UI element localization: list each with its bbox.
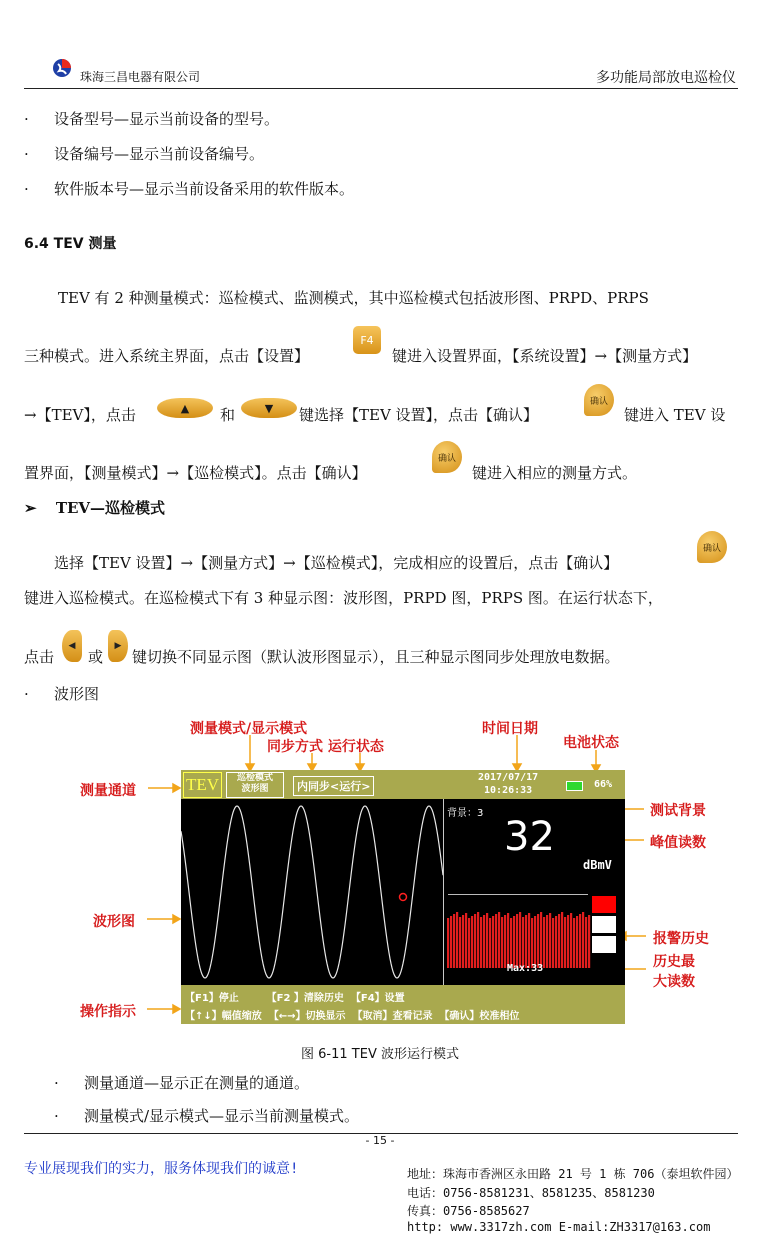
history-bar: [495, 914, 497, 968]
history-bar: [489, 918, 491, 968]
label-mode: 测量模式/显示模式: [190, 721, 308, 737]
confirm-key-icon: 确认: [584, 384, 614, 416]
paragraph-line: 或: [88, 648, 104, 666]
background-reading: 背景：3: [447, 808, 484, 819]
confirm-key-icon: 确认: [697, 531, 727, 563]
alarm-level-mid: [592, 916, 616, 933]
label-peak: 峰值读数: [650, 835, 706, 851]
screen-top-bar: [181, 770, 625, 799]
phase-marker: [400, 894, 407, 901]
history-bar: [549, 913, 551, 968]
list-item: · 测量模式/显示模式—显示当前测量模式。: [54, 1107, 360, 1125]
history-bar: [483, 915, 485, 968]
history-bar: [468, 918, 470, 968]
paragraph-line: 三种模式。进入系统主界面，点击【设置】: [24, 347, 310, 365]
list-item: · 软件版本号—显示当前设备采用的软件版本。: [24, 180, 355, 198]
figure-caption: 图 6-11 TEV 波形运行模式: [301, 1047, 459, 1062]
history-bar: [576, 916, 578, 968]
unit-label: dBmV: [583, 858, 612, 872]
history-bar: [543, 917, 545, 968]
history-bar: [522, 917, 524, 968]
paragraph-line: 键进入设置界面，【系统设置】→【测量方式】: [392, 347, 698, 365]
footer-phone: 电话：0756-8581231、8581235、8581230: [407, 1186, 655, 1200]
paragraph-line: 键进入巡检模式。在巡检模式下有 3 种显示图：波形图，PRPD 图，PRPS 图。在运行状态下，: [24, 589, 663, 607]
paragraph-line: 键切换不同显示图（默认波形图显示），且三种显示图同步处理放电数据。: [132, 648, 620, 666]
label-hist-max-2: 大读数: [653, 974, 695, 990]
mode-indicator: 巡检模式 波形图: [226, 772, 284, 798]
label-channel: 测量通道: [80, 783, 136, 799]
section-title: 6.4 TEV 测量: [24, 236, 117, 252]
history-bar: [570, 913, 572, 968]
history-bar: [462, 915, 464, 968]
history-bar: [477, 912, 479, 968]
history-bar: [573, 918, 575, 968]
doc-title: 多功能局部放电巡检仪: [596, 70, 736, 86]
alarm-level-low: [592, 936, 616, 953]
list-item: · 测量通道—显示正在测量的通道。: [54, 1074, 310, 1092]
ops-row-1: 【F1】停止 【F2 】清除历史 【F4】设置: [185, 993, 405, 1004]
history-bar: [501, 917, 503, 968]
history-bar: [453, 914, 455, 968]
history-bar: [561, 912, 563, 968]
history-bar: [513, 916, 515, 968]
paragraph-line: →【TEV】，点击: [24, 406, 136, 424]
paragraph-line: 置界面，【测量模式】→【巡检模式】。点击【确认】: [24, 464, 367, 482]
panel-divider: [443, 799, 444, 985]
paragraph-line: 和: [220, 406, 236, 424]
history-bar: [459, 917, 461, 968]
alarm-history-bars: [447, 909, 592, 968]
paragraph-line: TEV 有 2 种测量模式：巡检模式、监测模式，其中巡检模式包括波形图、PRPD、PRPS: [58, 289, 649, 307]
footer-fax: 传真：0756-8585627: [407, 1204, 530, 1218]
footer-web: http: www.3317zh.com E-mail:ZH3317@163.com: [407, 1220, 711, 1234]
label-battery: 电池状态: [563, 735, 619, 751]
label-waveform: 波形图: [93, 914, 135, 930]
waveform-plot: [181, 799, 443, 985]
history-bar: [447, 918, 449, 968]
history-bar: [579, 914, 581, 968]
label-ops: 操作指示: [80, 1004, 136, 1020]
history-bar: [474, 914, 476, 968]
sync-status: 内同步<运行>: [293, 776, 374, 796]
footer-slogan: 专业展现我们的实力，服务体现我们的诚意!: [24, 1161, 299, 1177]
history-bar: [567, 915, 569, 968]
history-bar: [588, 915, 590, 968]
history-bar: [504, 915, 506, 968]
label-sync-state: 同步方式 运行状态: [267, 739, 384, 755]
label-datetime: 时间日期: [482, 721, 538, 737]
history-bar: [564, 917, 566, 968]
paragraph-line: 键进入 TEV 设: [624, 406, 726, 424]
history-bar: [531, 918, 533, 968]
history-bar: [525, 915, 527, 968]
history-bar: [585, 917, 587, 968]
left-key-icon: ◀: [62, 630, 82, 662]
history-bar: [471, 916, 473, 968]
peak-reading: 32: [504, 814, 555, 860]
ops-row-2: 【↑↓】幅值缩放 【←→】切换显示 【取消】查看记录 【确认】校准相位: [185, 1011, 520, 1022]
history-bar: [555, 916, 557, 968]
history-bar: [456, 912, 458, 968]
history-bar: [507, 913, 509, 968]
company-name: 珠海三昌电器有限公司: [80, 70, 201, 84]
f4-key-icon: F4: [353, 326, 381, 354]
history-top-line: [448, 894, 588, 895]
history-bar: [465, 913, 467, 968]
history-bar: [546, 915, 548, 968]
history-bar: [492, 916, 494, 968]
list-item: · 设备型号—显示当前设备的型号。: [24, 110, 280, 128]
label-hist-max: 历史最: [653, 954, 695, 970]
confirm-key-icon: 确认: [432, 441, 462, 473]
subsection-title: ➢ TEV—巡检模式: [24, 499, 166, 517]
history-bar: [528, 913, 530, 968]
paragraph-line: 键进入相应的测量方式。: [472, 464, 638, 482]
history-bar: [534, 916, 536, 968]
history-bar: [486, 913, 488, 968]
battery-percent: 66%: [594, 779, 613, 790]
history-bar: [519, 912, 521, 968]
history-bar: [450, 916, 452, 968]
list-item: · 波形图: [24, 685, 100, 703]
arrow-marker-icon: ➢: [24, 499, 37, 517]
down-key-icon: ▼: [241, 398, 297, 418]
page-number: - 15 -: [365, 1134, 395, 1147]
date-time: 2017/07/17 10:26:33: [478, 772, 539, 796]
history-bar: [582, 912, 584, 968]
footer-address: 地址：珠海市香洲区永田路 21 号 1 栋 706（泰坦软件园）: [407, 1167, 739, 1181]
device-screen: [181, 770, 625, 1024]
right-key-icon: ▶: [108, 630, 128, 662]
history-bar: [480, 917, 482, 968]
history-bar: [537, 914, 539, 968]
channel-indicator: TEV: [183, 772, 222, 798]
alarm-level-high: [592, 896, 616, 913]
history-bar: [552, 918, 554, 968]
screen-ops-bar: [181, 985, 625, 1024]
label-background: 测试背景: [650, 803, 706, 819]
up-key-icon: ▲: [157, 398, 213, 418]
paragraph-line: 键选择【TEV 设置】，点击【确认】: [299, 406, 539, 424]
list-item: · 设备编号—显示当前设备编号。: [24, 145, 265, 163]
history-bar: [558, 914, 560, 968]
label-alarm: 报警历史: [653, 931, 709, 947]
history-bar: [516, 914, 518, 968]
history-bar: [540, 912, 542, 968]
battery-icon: [566, 781, 583, 791]
history-bar: [498, 912, 500, 968]
paragraph-line: 点击: [24, 648, 55, 666]
paragraph-line: 选择【TEV 设置】→【测量方式】→【巡检模式】，完成相应的设置后，点击【确认】: [54, 554, 619, 572]
max-reading: Max:33: [507, 963, 544, 974]
history-bar: [510, 918, 512, 968]
